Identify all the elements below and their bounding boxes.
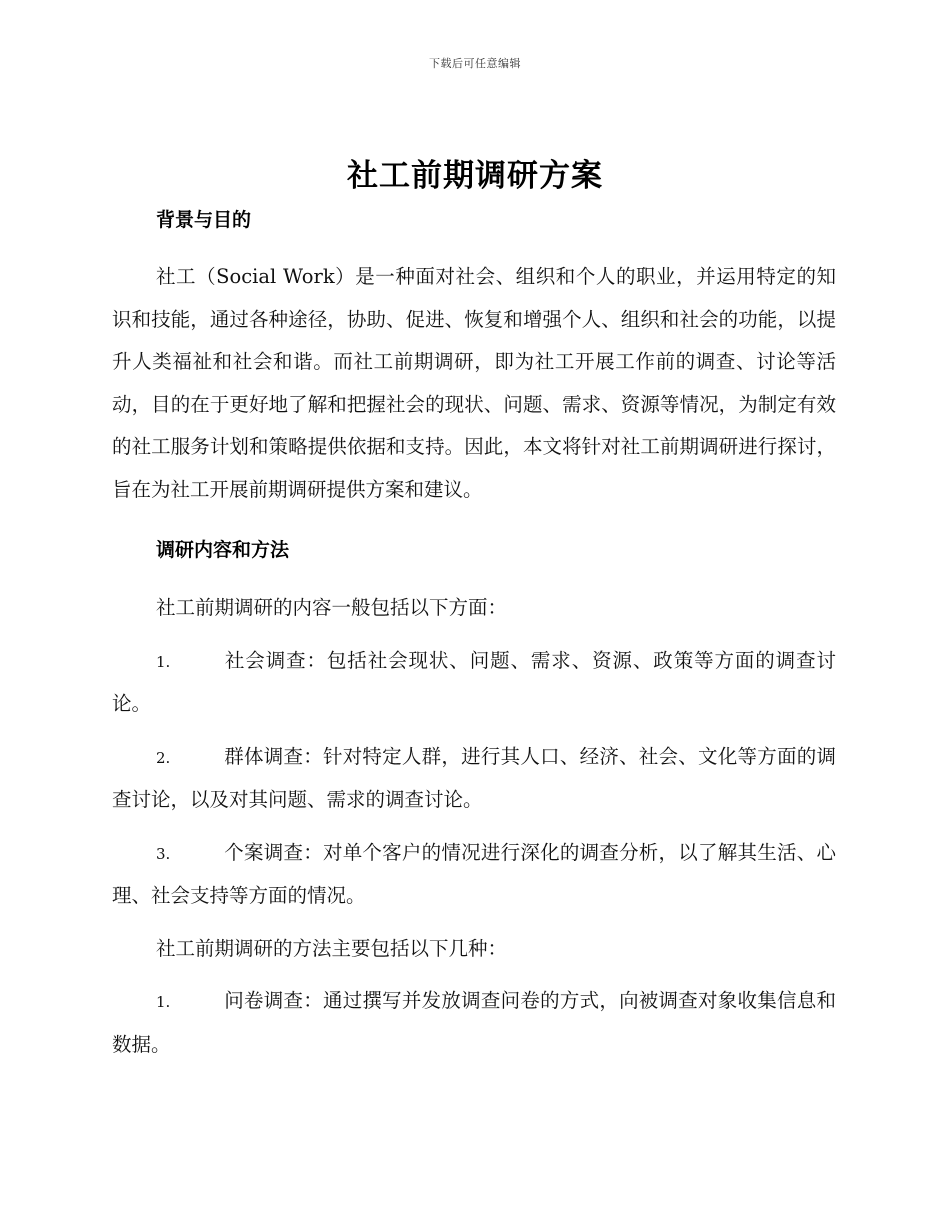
content-intro: 社工前期调研的内容一般包括以下方面： [156,596,508,619]
method-intro: 社工前期调研的方法主要包括以下几种： [156,936,508,960]
list-item-text: 群体调查：针对特定人群，进行其人口、经济、社会、文化等方面的调查讨论，以及对其问题、需求的调查讨论。 [112,744,836,811]
header-note: 下载后可任意编辑 [429,57,521,70]
list-item-number: 2. [156,748,171,767]
background-paragraph: 社工（Social Work）是一种面对社会、组织和个人的职业，并运用特定的知识和技能，通过各种途径，协助、促进、恢复和增强个人、组织和社会的功能，以提升人类福祉和社会和谐。而社工前期调研，即为社工开展工作前的调查、讨论等活动，目的在于更好地了解和把握社会的现状、问题、需求、资源等情况，为制定有效的社工服务计划和策略提供依据和支持。因此，本文将针对社工前期调研进行探讨，旨在为社工开展前期调研提供方案和建议。 [112,265,836,501]
list-item-number: 1. [156,652,171,671]
list-item [112,640,836,726]
list-item [112,832,836,918]
list-item-text: 个案调查：对单个客户的情况进行深化的调查分析，以了解其生活、心理、社会支持等方面的情况。 [112,840,836,907]
list-item [112,980,836,1066]
section-heading-background: 背景与目的 [156,209,252,231]
list-item [112,736,836,822]
list-item-text: 问卷调查：通过撰写并发放调查问卷的方式，向被调查对象收集信息和数据。 [112,989,836,1056]
list-item-number: 1. [156,993,171,1011]
list-item-number: 3. [156,844,171,863]
document-title: 社工前期调研方案 [347,158,603,194]
list-item-text: 社会调查：包括社会现状、问题、需求、资源、政策等方面的调查讨论。 [112,648,836,715]
document-body [112,205,836,1066]
section-heading-methods: 调研内容和方法 [156,539,290,561]
